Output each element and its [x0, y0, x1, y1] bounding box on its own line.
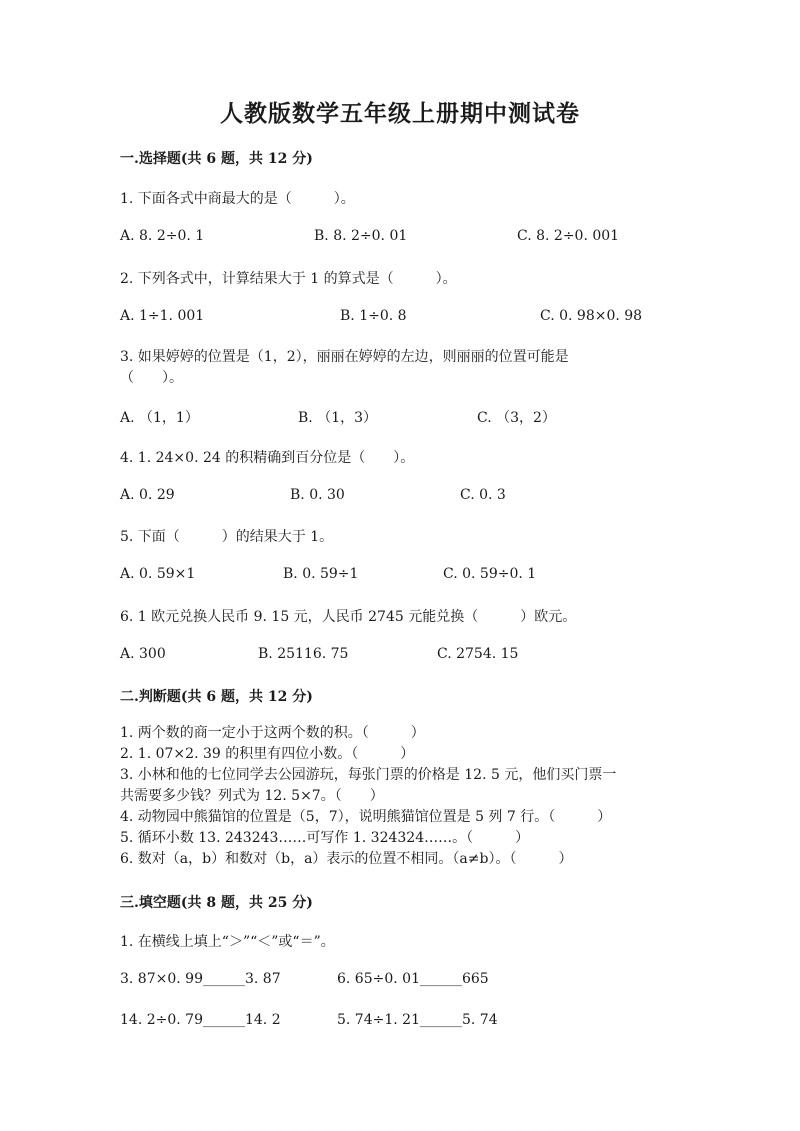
option-a: A. 0. 29 [120, 487, 175, 503]
judge-item: 3. 小林和他的七位同学去公园游玩，每张门票的价格是 12. 5 元，他们买门票一 [120, 767, 617, 783]
question-stem-continued: （ ）。 [120, 370, 183, 386]
option-b: B. 0. 30 [290, 487, 345, 503]
question-stem: 3. 如果婷婷的位置是（1，2），丽丽在婷婷的左边，则丽丽的位置可能是 [120, 349, 569, 365]
option-c: C. 8. 2÷0. 001 [517, 228, 620, 244]
question-stem: 2. 下列各式中，计算结果大于 1 的算式是（ ）。 [120, 271, 457, 287]
fill-expression: 14. 2÷0. 79______14. 2 [120, 1012, 281, 1028]
judge-item: 4. 动物园中熊猫馆的位置是（5，7），说明熊猫馆位置是 5 列 7 行。（ ） [120, 809, 612, 825]
section-heading-judge: 二.判断题(共 6 题，共 12 分) [120, 689, 313, 705]
section-heading-fill: 三.填空题(共 8 题，共 25 分) [120, 895, 313, 911]
option-c: C. 0. 98×0. 98 [540, 308, 643, 324]
option-a: A. 8. 2÷0. 1 [120, 228, 205, 244]
option-b: B. 0. 59÷1 [283, 566, 359, 582]
fill-expression: 6. 65÷0. 01______665 [337, 971, 489, 987]
judge-item: 1. 两个数的商一定小于这两个数的积。（ ） [120, 725, 425, 741]
judge-item-continued: 共需要多少钱？列式为 12. 5×7。（ ） [120, 788, 384, 804]
option-c: C. 2754. 15 [437, 646, 519, 662]
option-b: B. （1，3） [298, 410, 378, 426]
option-a: A. 300 [120, 646, 166, 662]
judge-item: 2. 1. 07×2. 39 的积里有四位小数。（ ） [120, 746, 415, 762]
option-b: B. 1÷0. 8 [340, 308, 407, 324]
fill-expression: 5. 74÷1. 21______5. 74 [337, 1012, 498, 1028]
option-b: B. 8. 2÷0. 01 [314, 228, 408, 244]
question-stem: 6. 1 欧元兑换人民币 9. 15 元，人民币 2745 元能兑换（ ）欧元。 [120, 609, 577, 625]
option-b: B. 25116. 75 [258, 646, 349, 662]
judge-item: 5. 循环小数 13. 243243……可写作 1. 324324……。（ ） [120, 830, 530, 846]
fill-expression: 3. 87×0. 99______3. 87 [120, 971, 281, 987]
judge-item: 6. 数对（a，b）和数对（b，a）表示的位置不相同。（a≠b）。（ ） [120, 851, 573, 867]
option-c: C. 0. 59÷0. 1 [443, 566, 537, 582]
option-a: A. 0. 59×1 [120, 566, 196, 582]
question-stem: 5. 下面（ ）的结果大于 1。 [120, 529, 334, 545]
question-stem: 4. 1. 24×0. 24 的积精确到百分位是（ ）。 [120, 450, 415, 466]
option-a: A. 1÷1. 001 [120, 308, 205, 324]
page-title: 人教版数学五年级上册期中测试卷 [220, 100, 580, 127]
question-stem: 1. 在横线上填上“＞”“＜”或“＝”。 [120, 934, 335, 950]
section-heading-choice: 一.选择题(共 6 题，共 12 分) [120, 151, 313, 167]
question-stem: 1. 下面各式中商最大的是（ ）。 [120, 191, 355, 207]
option-c: C. （3，2） [477, 410, 556, 426]
option-a: A. （1，1） [120, 410, 199, 426]
option-c: C. 0. 3 [460, 487, 506, 503]
